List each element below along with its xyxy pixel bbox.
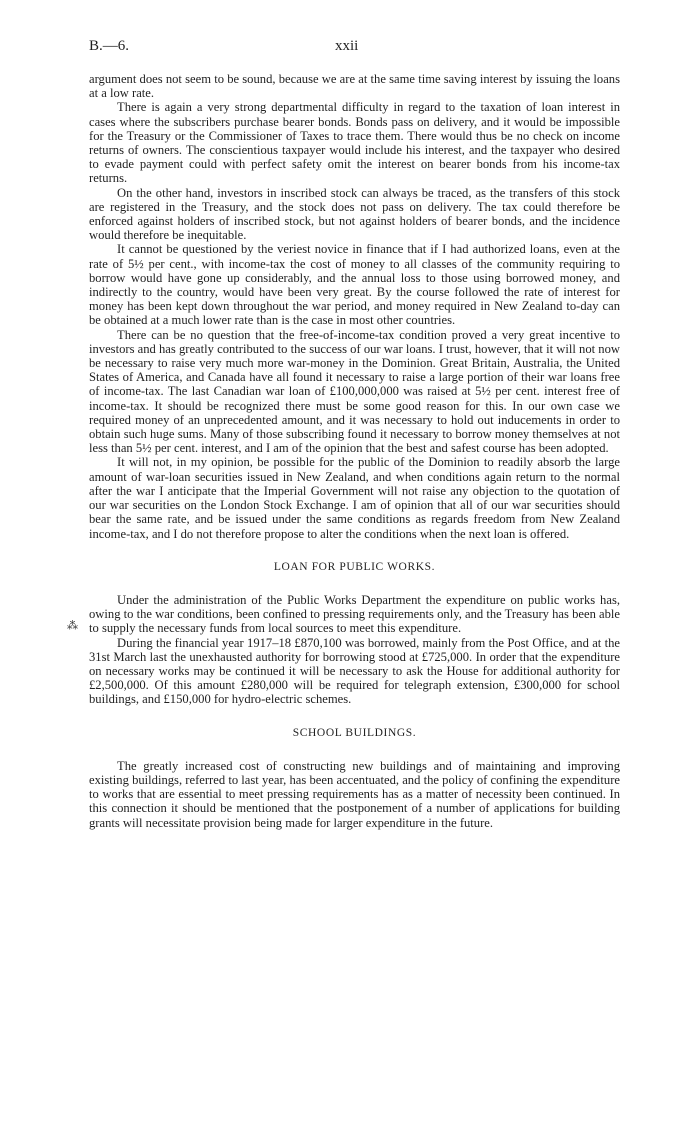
page-header <box>89 38 619 58</box>
body-text <box>89 72 620 830</box>
paragraph-continuation: argument does not seem to be sound, because we are at the same time saving interest by issuing the loans at a low rate. <box>89 72 620 101</box>
paragraph-war-securities: It will not, in my opinion, be possible for the public of the Dominion to readily absorb the large amount of war-loan securities issued in New Zealand, and when conditions again return to the normal after the war I anticipate that the Imperial Government will not raise any objection to the quotation of our war securities on the London Stock Exchange. I am of opinion that all of our war securities should bear the same rate, and be issued under the same conditions as regards freedom from New Zealand income-tax, and I do not therefore propose to alter the conditions when the next loan is offered. <box>89 455 620 541</box>
section-heading-school: SCHOOL BUILDINGS. <box>292 726 417 739</box>
paragraph-school-buildings: The greatly increased cost of constructing new buildings and of maintaining and improving existing buildings, referred to last year, has been accentuated, and the policy of confining the expenditure to works that are essential to meet pressing requirements has as a matter of necessity been continued. In this connection it should be mentioned that the postponement of a number of applications for building grants will necessitate provision being made for larger expenditure in the future. <box>89 758 620 830</box>
section-heading-loan: LOAN FOR PUBLIC WORKS. <box>273 560 436 573</box>
document-reference: B.—6. <box>89 38 130 54</box>
paragraph-public-works: Under the administration of the Public Works Department the expenditure on public works has, owing to the war conditions, been confined to pressing requirements only, and the Treasury has been able to supply the necessary funds from local sources to meet this expenditure. <box>89 592 620 636</box>
paragraph-bearer-bonds: There is again a very strong departmental difficulty in regard to the taxation of loan interest in cases where the subscribers purchase bearer bonds. Bonds pass on delivery, and it would be impossible for the Treasury or the Commissioner of Taxes to trace them. There would thus be no check on income returns of owners. The conscientious taxpayer would include his interest, and the taxpayer who desired to evade payment could with perfect safety omit the interest on bearer bonds from his income-tax returns. <box>89 100 620 186</box>
paragraph-interest-rate: It cannot be questioned by the veriest novice in finance that if I had authorized loans, even at the rate of 5½ per cent., with income-tax the cost of money to all classes of the community requiring to borrow would have gone up considerably, and the annual loss to those using borrowed money, and indirectly to the country, would have been very great. By the course followed the rate of interest for money has been kept down throughout the war period, and money required in New Zealand to-day can be obtained at a much lower rate than is the case in most other countries. <box>89 242 620 328</box>
paragraph-income-tax-condition: There can be no question that the free-of-income-tax condition proved a very great incentive to investors and has greatly contributed to the success of our war loans. I trust, however, that it will not now be necessary to raise very much more war-money in the Dominion. Great Britain, Australia, the United States of America, and Canada have all found it necessary to raise a large portion of their war loans free of income-tax. The last Canadian war loan of £100,000,000 was raised at 5½ per cent. interest free of income-tax. It should be recognized there must be some good reason for this. In our own case we required money of an unprecedented amount, and it was necessary to hold out inducements in order to obtain such huge sums. Many of those subscribing found it necessary to borrow money themselves at not less than 5½ per cent. interest, and I am of the opinion that the best and safest course has been adopted. <box>89 327 620 456</box>
page-number: xxii <box>335 38 359 54</box>
paragraph-borrowing: During the financial year 1917–18 £870,100 was borrowed, mainly from the Post Office, and at the 31st March last the unexhausted authority for borrowing stood at £725,000. In order that the expenditure on necessary works may be continued it will be necessary to ask the House for additional authority for £2,500,000. Of this amount £280,000 will be required for telegraph extension, £300,000 for school buildings, and £150,000 for hydro-electric schemes. <box>89 635 620 707</box>
margin-mark: ⁂ <box>67 620 78 632</box>
paragraph-inscribed-stock: On the other hand, investors in inscribed stock can always be traced, as the transfers of this stock are registered in the Treasury, and the stock does not pass on delivery. The tax could therefore be enforced against holders of inscribed stock, but not against holders of bearer bonds, and the incidence would therefore be inequitable. <box>89 185 620 243</box>
